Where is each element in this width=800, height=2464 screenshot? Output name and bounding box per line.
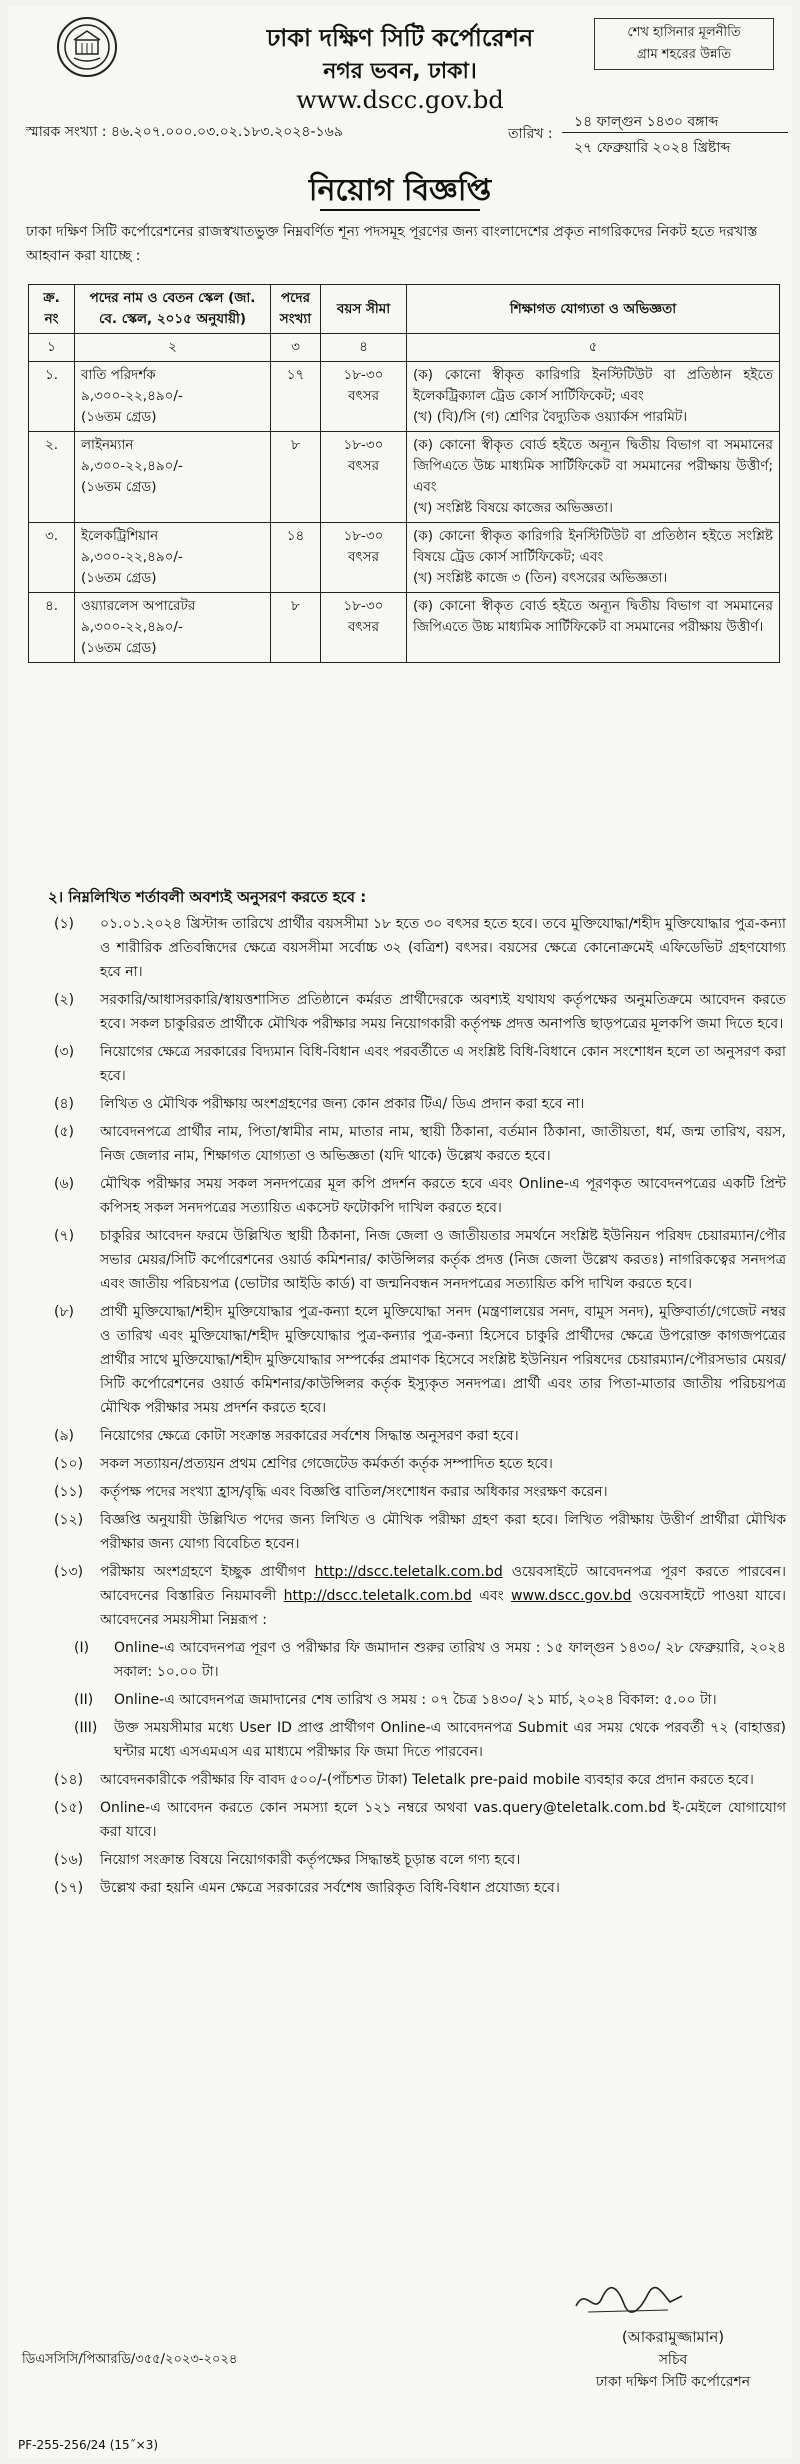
condition-item — [54, 1092, 786, 1116]
posts-table — [28, 284, 780, 663]
condition-text: নিয়োগের ক্ষেত্রে সরকারের বিদ্যমান বিধি-বিধান এবং পরবর্তীতে এ সংশ্লিষ্ট বিধি-বিধানে কোন সংশোধন হলে তা অনুসরণ করা হবে। — [100, 1044, 786, 1084]
qualification-b: (খ) (বি)/সি (গ) শ্রেণির বৈদ্যুতিক ওয়্যার্কস পারমিট। — [413, 409, 688, 425]
row-serial: ৩. — [29, 523, 75, 593]
condition-text: কর্তৃপক্ষ পদের সংখ্যা হ্রাস/বৃদ্ধি এবং বিজ্ঞপ্তি বাতিল/সংশোধন করার অধিকার সংরক্ষণ করেন। — [100, 1484, 608, 1500]
row-post — [75, 362, 271, 432]
post-name: বাতি পরিদর্শক — [81, 367, 156, 383]
condition-item — [54, 1424, 786, 1448]
table-row — [29, 593, 780, 663]
post-name: লাইনম্যান — [81, 437, 134, 453]
age-unit: বৎসর — [347, 388, 380, 404]
condition-text: মৌখিক পরীক্ষার সময় সকল সনদপত্রের মূল কপি প্রদর্শন করতে হবে এবং Online-এ পূরণকৃত আবেদনপত্রের একটি প্রিন্ট কপিসহ সকল সনদপত্রের সত্যায়িত একসেট ফটোকপি দাখিল করতে হবে। — [100, 1176, 786, 1216]
post-grade: (১৬তম গ্রেড) — [81, 479, 157, 495]
condition-number: (২) — [54, 992, 75, 1008]
org-name: ঢাকা দক্ষিণ সিটি কর্পোরেশন — [266, 24, 534, 52]
schedule-item — [74, 1688, 786, 1712]
condition-text: নিয়োগের ক্ষেত্রে কোটা সংক্রান্ত সরকারের সর্বশেষ সিদ্ধান্ত অনুসরণ করা হবে। — [100, 1428, 519, 1444]
qualification-b: (খ) সংশ্লিষ্ট কাজে ৩ (তিন) বৎসরের অভিজ্ঞতা। — [413, 570, 668, 586]
schedule-text: Online-এ আবেদনপত্র জমাদানের শেষ তারিখ ও সময় : ০৭ চৈত্র ১৪৩০/ ২১ মার্চ, ২০২৪ বিকাল: ৫.০০ টা। — [114, 1692, 717, 1708]
date-label: তারিখ : — [508, 126, 553, 142]
row-count: ৮ — [271, 432, 321, 523]
qualification-a: (ক) কোনো স্বীকৃত বোর্ড হইতে অন্যূন দ্বিতীয় বিভাগ বা সমমানের জিপিএতে উচ্চ মাধ্যমিক সার্টিফিকেট বা সমমানের পরীক্ষায় উত্তীর্ণ; এবং — [413, 437, 773, 495]
condition-text: সকল সত্যায়ন/প্রত্যয়ন প্রথম শ্রেণির গেজেটেড কর্মকর্তা কর্তৃক সম্পাদিত হতে হবে। — [100, 1456, 553, 1472]
condition-text: প্রার্থী মুক্তিযোদ্ধা/শহীদ মুক্তিযোদ্ধার পুত্র-কন্যা হলে মুক্তিযোদ্ধা সনদ (মন্ত্রণালয়ের সনদ, বামুস সনদ), মুক্তিবার্তা/গেজেট নম্বর ও তারিখ এবং মুক্তিযোদ্ধা/শহীদ মুক্তিযোদ্ধার পুত্র-কন্যার পুত্র-কন্যা হিসেবে চাকুরি প্রার্থীদের ক্ষেত্রে উপরোক্ত কাগজপত্রের প্রার্থীর সাথে মুক্তিযোদ্ধা/শহীদ মুক্তিযোদ্ধার সম্পর্কের প্রমাণক হিসেবে সংশ্লিষ্ট ইউনিয়ন পরিষদের চেয়ারম্যান/পৌরসভার মেয়র/সিটি কর্পোরেশনের ওয়ার্ড কমিশনার/কাউন্সিলর কর্তৃক ইস্যুকৃত সনদপত্র। প্রার্থী এবং তার পিতা-মাতার জাতীয় পরিচয়পত্র মৌখিক পরীক্ষার সময় প্রদর্শন করতে হবে। — [100, 1304, 786, 1416]
condition-item — [54, 1120, 786, 1168]
schedule-number: (II) — [74, 1692, 94, 1708]
row-serial: ১. — [29, 362, 75, 432]
notice-page — [8, 6, 792, 2458]
row-count: ৮ — [271, 593, 321, 663]
row-qualification — [407, 362, 780, 432]
condition-text: Online-এ আবেদন করতে কোন সমস্যা হলে ১২১ নম্বরে অথবা vas.query@teletalk.com.bd ই-মেইলে যোগাযোগ করা যাবে। — [100, 1800, 786, 1840]
condition-item — [54, 1768, 786, 1792]
teletalk-link[interactable]: http://dscc.teletalk.com.bd — [283, 1588, 472, 1604]
row-qualification — [407, 523, 780, 593]
title-underline — [320, 209, 480, 211]
teletalk-link[interactable]: http://dscc.teletalk.com.bd — [314, 1564, 503, 1580]
condition-number: (৮) — [54, 1304, 75, 1320]
header-post: পদের নাম ও বেতন স্কেল (জা. বে. স্কেল, ২০১৫ অনুযায়ী) — [75, 285, 271, 334]
age-unit: বৎসর — [347, 619, 380, 635]
condition-item — [54, 1876, 786, 1900]
qualification-a: (ক) কোনো স্বীকৃত বোর্ড হইতে অন্যূন দ্বিতীয় বিভাগ বা সমমানের জিপিএতে উচ্চ মাধ্যমিক সার্টিফিকেট বা সমমানের পরীক্ষায় উত্তীর্ণ। — [413, 598, 773, 635]
row-post — [75, 523, 271, 593]
header-qualification: শিক্ষাগত যোগ্যতা ও অভিজ্ঞতা — [407, 285, 780, 334]
table-row — [29, 362, 780, 432]
row-serial: ২. — [29, 432, 75, 523]
header-serial: ক্র. নং — [29, 285, 75, 334]
slogan-line-2: গ্রাম শহরের উন্নতি — [636, 47, 732, 62]
condition-number: (৩) — [54, 1044, 75, 1060]
schedule-item — [74, 1636, 786, 1684]
post-grade: (১৬তম গ্রেড) — [81, 409, 157, 425]
index-cell: ৫ — [407, 334, 780, 362]
condition-text: আবেদনকারীকে পরীক্ষার ফি বাবদ ৫০০/-(পাঁচশত টাকা) Teletalk pre-paid mobile ব্যবহার করে প্রদান করতে হবে। — [100, 1772, 754, 1788]
schedule-text: উক্ত সময়সীমার মধ্যে User ID প্রাপ্ত প্রার্থীগণ Online-এ আবেদনপত্র Submit এর সময় থেকে পরবর্তী ৭২ (বাহাত্তর) ঘন্টার মধ্যে এসএমএস এর মাধ্যমে পরীক্ষার ফি জমা দিতে পারবেন। — [114, 1720, 786, 1760]
print-code: PF-255-256/24 (15˝×3) — [18, 2438, 159, 2452]
table-row — [29, 432, 780, 523]
signatory-title: সচিব — [658, 2352, 688, 2368]
condition-text: সরকারি/আধাসরকারি/স্বায়ত্তশাসিত প্রতিষ্ঠানে কর্মরত প্রার্থীদেরকে অবশ্যই যথাযথ কর্তৃপক্ষের অনুমতিক্রমে আবেদন করতে হবে। সকল চাকুরিরত প্রার্থীকে মৌখিক পরীক্ষার সময় নিয়োগকারী কর্তৃপক্ষ প্রদত্ত অনাপত্তি ছাড়পত্রের মূলকপি জমা দিতে হবে। — [100, 992, 786, 1032]
condition-item — [54, 1224, 786, 1296]
date-english: ২৭ ফেব্রুয়ারি ২০২৪ খ্রিষ্টাব্দ — [574, 140, 731, 156]
qualification-a: (ক) কোনো স্বীকৃত কারিগরি ইনস্টিটিউট বা প্রতিষ্ঠান হইতে ইলেকট্রিক্যাল ট্রেড কোর্স সার্টিফিকেট; এবং — [413, 367, 773, 404]
age-range: ১৮-৩০ — [343, 367, 384, 383]
date-bangla: ১৪ ফাল্গুন ১৪৩০ বঙ্গাব্দ — [574, 114, 719, 130]
condition-text: উল্লেখ করা হয়নি এমন ক্ষেত্রে সরকারের সর্বশেষ জারিকৃত বিধি-বিধান প্রযোজ্য হবে। — [100, 1880, 560, 1896]
condition-item — [54, 1796, 786, 1844]
index-cell: ১ — [29, 334, 75, 362]
condition-number: (১২) — [54, 1512, 84, 1528]
row-post — [75, 432, 271, 523]
condition-item — [54, 1040, 786, 1088]
age-range: ১৮-৩০ — [343, 598, 384, 614]
condition-number: (১০) — [54, 1456, 84, 1472]
post-name: ওয়্যারলেস অপারেটর — [81, 598, 196, 614]
condition-text: আবেদনপত্রে প্রার্থীর নাম, পিতা/স্বামীর নাম, মাতার নাম, স্থায়ী ঠিকানা, বর্তমান ঠিকানা, জাতীয়তা, ধর্ম, জন্ম তারিখ, বয়স, নিজ জেলার নাম, শিক্ষাগত যোগ্যতা ও অভিজ্ঞতা (যদি থাকে) উল্লেখ করতে হবে। — [100, 1124, 786, 1164]
condition-number: (১৪) — [54, 1772, 84, 1788]
post-grade: (১৬তম গ্রেড) — [81, 570, 157, 586]
condition-number: (৪) — [54, 1096, 75, 1112]
post-scale: ৯,৩০০-২২,৪৯০/- — [81, 388, 183, 404]
signatory-name: (আকরামুজ্জামান) — [621, 2328, 725, 2346]
table-row — [29, 523, 780, 593]
condition-item-application — [54, 1560, 786, 1632]
schedule-number: (III) — [74, 1720, 98, 1736]
slogan-line-1: শেখ হাসিনার মূলনীতি — [627, 25, 741, 40]
condition-text: ০১.০১.২০২৪ খ্রিস্টাব্দ তারিখে প্রার্থীর বয়সসীমা ১৮ হতে ৩০ বৎসর হতে হবে। তবে মুক্তিযোদ্ধা/শহীদ মুক্তিযোদ্ধার পুত্র-কন্যা ও শারীরিক প্রতিবন্ধিদের ক্ষেত্রে বয়সসীমা সর্বোচ্চ ৩২ (বত্রিশ) বৎসর। বয়সের ক্ষেত্রে কোনোক্রমেই এফিডেভিট গ্রহণযোগ্য হবে না। — [100, 916, 786, 980]
row-age — [321, 593, 407, 663]
condition-number: (৬) — [54, 1176, 75, 1192]
condition-number: (১৫) — [54, 1800, 84, 1816]
row-age — [321, 432, 407, 523]
table-header-row — [29, 285, 780, 334]
row-serial: ৪. — [29, 593, 75, 663]
row-count: ১৪ — [271, 523, 321, 593]
qualification-a: (ক) কোনো স্বীকৃত কারিগরি ইনস্টিটিউট বা প্রতিষ্ঠান হইতে সংশ্লিষ্ট বিষয়ে ট্রেড কোর্স সার্টিফিকেট; এবং — [413, 528, 773, 565]
schedule-number: (I) — [74, 1640, 90, 1656]
signatory-org: ঢাকা দক্ষিণ সিটি কর্পোরেশন — [595, 2374, 751, 2390]
condition-text: লিখিত ও মৌখিক পরীক্ষায় অংশগ্রহণের জন্য কোন প্রকার টিএ/ ডিএ প্রদান করা হবে না। — [100, 1096, 585, 1112]
condition-item — [54, 1300, 786, 1420]
age-unit: বৎসর — [347, 549, 380, 565]
memo-number: স্মারক সংখ্যা : ৪৬.২০৭.০০০.০৩.০২.১৮৩.২০২৪-১৬৯ — [26, 124, 343, 140]
index-cell: ৪ — [321, 334, 407, 362]
condition-item — [54, 988, 786, 1036]
condition-item — [54, 1172, 786, 1220]
table-index-row — [29, 334, 780, 362]
post-scale: ৯,৩০০-২২,৪৯০/- — [81, 619, 183, 635]
schedule-item — [74, 1716, 786, 1764]
condition-text-part: পরীক্ষায় অংশগ্রহণে ইচ্ছুক প্রার্থীগণ — [100, 1564, 306, 1580]
row-qualification — [407, 593, 780, 663]
slogan-box — [594, 18, 774, 70]
index-cell: ৩ — [271, 334, 321, 362]
condition-item — [54, 1480, 786, 1504]
post-scale: ৯,৩০০-২২,৪৯০/- — [81, 458, 183, 474]
conditions-heading: ২। নিম্নলিখিত শর্তাবলী অবশ্যই অনুসরণ করতে হবে : — [48, 888, 367, 906]
row-age — [321, 362, 407, 432]
condition-text-part: এবং — [479, 1588, 504, 1604]
condition-text-part: ওয়েবসাইটে পাওয়া যাবে। আবেদনের সময়সীমা নিম্নরূপ : — [100, 1588, 787, 1628]
intro-paragraph: ঢাকা দক্ষিণ সিটি কর্পোরেশনের রাজস্বখাতভুক্ত নিম্নবর্ণিত শূন্য পদসমূহ পূরণের জন্য বাংলাদেশের প্রকৃত নাগরিকদের নিকট হতে দরখাস্ত আহবান করা যাচ্ছে : — [26, 224, 758, 264]
row-qualification — [407, 432, 780, 523]
age-range: ১৮-৩০ — [343, 437, 384, 453]
age-unit: বৎসর — [347, 458, 380, 474]
release-reference: ডিএসসিসি/পিআরডি/৩৫৫/২০২৩-২০২৪ — [22, 2352, 238, 2367]
org-website: www.dscc.gov.bd — [296, 86, 504, 114]
condition-number: (১৩) — [54, 1564, 84, 1580]
condition-number: (৫) — [54, 1124, 75, 1140]
notice-title: নিয়োগ বিজ্ঞপ্তি — [308, 173, 492, 208]
date-divider — [562, 132, 788, 133]
index-cell: ২ — [75, 334, 271, 362]
header-count: পদের সংখ্যা — [271, 285, 321, 334]
row-age — [321, 523, 407, 593]
qualification-b: (খ) সংশ্লিষ্ট বিষয়ে কাজের অভিজ্ঞতা। — [413, 500, 613, 516]
condition-number: (১১) — [54, 1484, 84, 1500]
condition-text: বিজ্ঞপ্তি অনুযায়ী উল্লিখিত পদের জন্য লিখিত ও মৌখিক পরীক্ষা গ্রহণ করা হবে। লিখিত পরীক্ষায় উত্তীর্ণ প্রার্থীরা মৌখিক পরীক্ষার জন্য যোগ্য বিবেচিত হবেন। — [100, 1512, 786, 1552]
header-age: বয়স সীমা — [321, 285, 407, 334]
condition-number: (৯) — [54, 1428, 75, 1444]
row-count: ১৭ — [271, 362, 321, 432]
row-post — [75, 593, 271, 663]
age-range: ১৮-৩০ — [343, 528, 384, 544]
post-scale: ৯,৩০০-২২,৪৯০/- — [81, 549, 183, 565]
schedule-text: Online-এ আবেদনপত্র পূরণ ও পরীক্ষার ফি জমাদান শুরুর তারিখ ও সময় : ১৫ ফাল্গুন ১৪৩০/ ২৮ ফেব্রুয়ারি, ২০২৪ সকাল: ১০.০০ টা। — [114, 1640, 786, 1680]
condition-item — [54, 1452, 786, 1476]
condition-item — [54, 1508, 786, 1556]
signature-image — [568, 2276, 688, 2322]
org-location: নগর ভবন, ঢাকা। — [323, 59, 477, 84]
condition-number: (১) — [54, 916, 75, 932]
condition-text: চাকুরির আবেদন ফরমে উল্লিখিত স্থায়ী ঠিকানা, নিজ জেলা ও জাতীয়তার সমর্থনে সংশ্লিষ্ট ইউনিয়ন পরিষদ চেয়ারম্যান/পৌর সভার মেয়র/সিটি কর্পোরেশনের ওয়ার্ড কমিশনার/ কাউন্সিলর কর্তৃক প্রদত্ত (নিজ জেলা উল্লেখ করতঃ) নাগরিকত্বের সনদপত্র এবং জাতীয় পরিচয়পত্র (ভোটার আইডি কার্ড) বা জন্মনিবন্ধন সনদপত্রের সত্যায়িত কপি দাখিল করতে হবে। — [100, 1228, 786, 1292]
condition-number: (৭) — [54, 1228, 75, 1244]
condition-text: নিয়োগ সংক্রান্ত বিষয়ে নিয়োগকারী কর্তৃপক্ষের সিদ্ধান্তই চূড়ান্ত বলে গণ্য হবে। — [100, 1852, 521, 1868]
dscc-website-link[interactable]: www.dscc.gov.bd — [511, 1588, 632, 1604]
condition-number: (১৬) — [54, 1852, 84, 1868]
condition-item — [54, 912, 786, 984]
condition-text — [100, 1560, 786, 1632]
post-name: ইলেকট্রিশিয়ান — [81, 528, 159, 544]
post-grade: (১৬তম গ্রেড) — [81, 640, 157, 656]
condition-item — [54, 1848, 786, 1872]
conditions-list — [54, 912, 786, 1904]
condition-number: (১৭) — [54, 1880, 84, 1896]
condition-text-part: ওয়েবসাইটে আবেদনপত্র পূরণ করতে পারবেন। আবেদনের বিস্তারিত নিয়মাবলী — [100, 1564, 787, 1604]
